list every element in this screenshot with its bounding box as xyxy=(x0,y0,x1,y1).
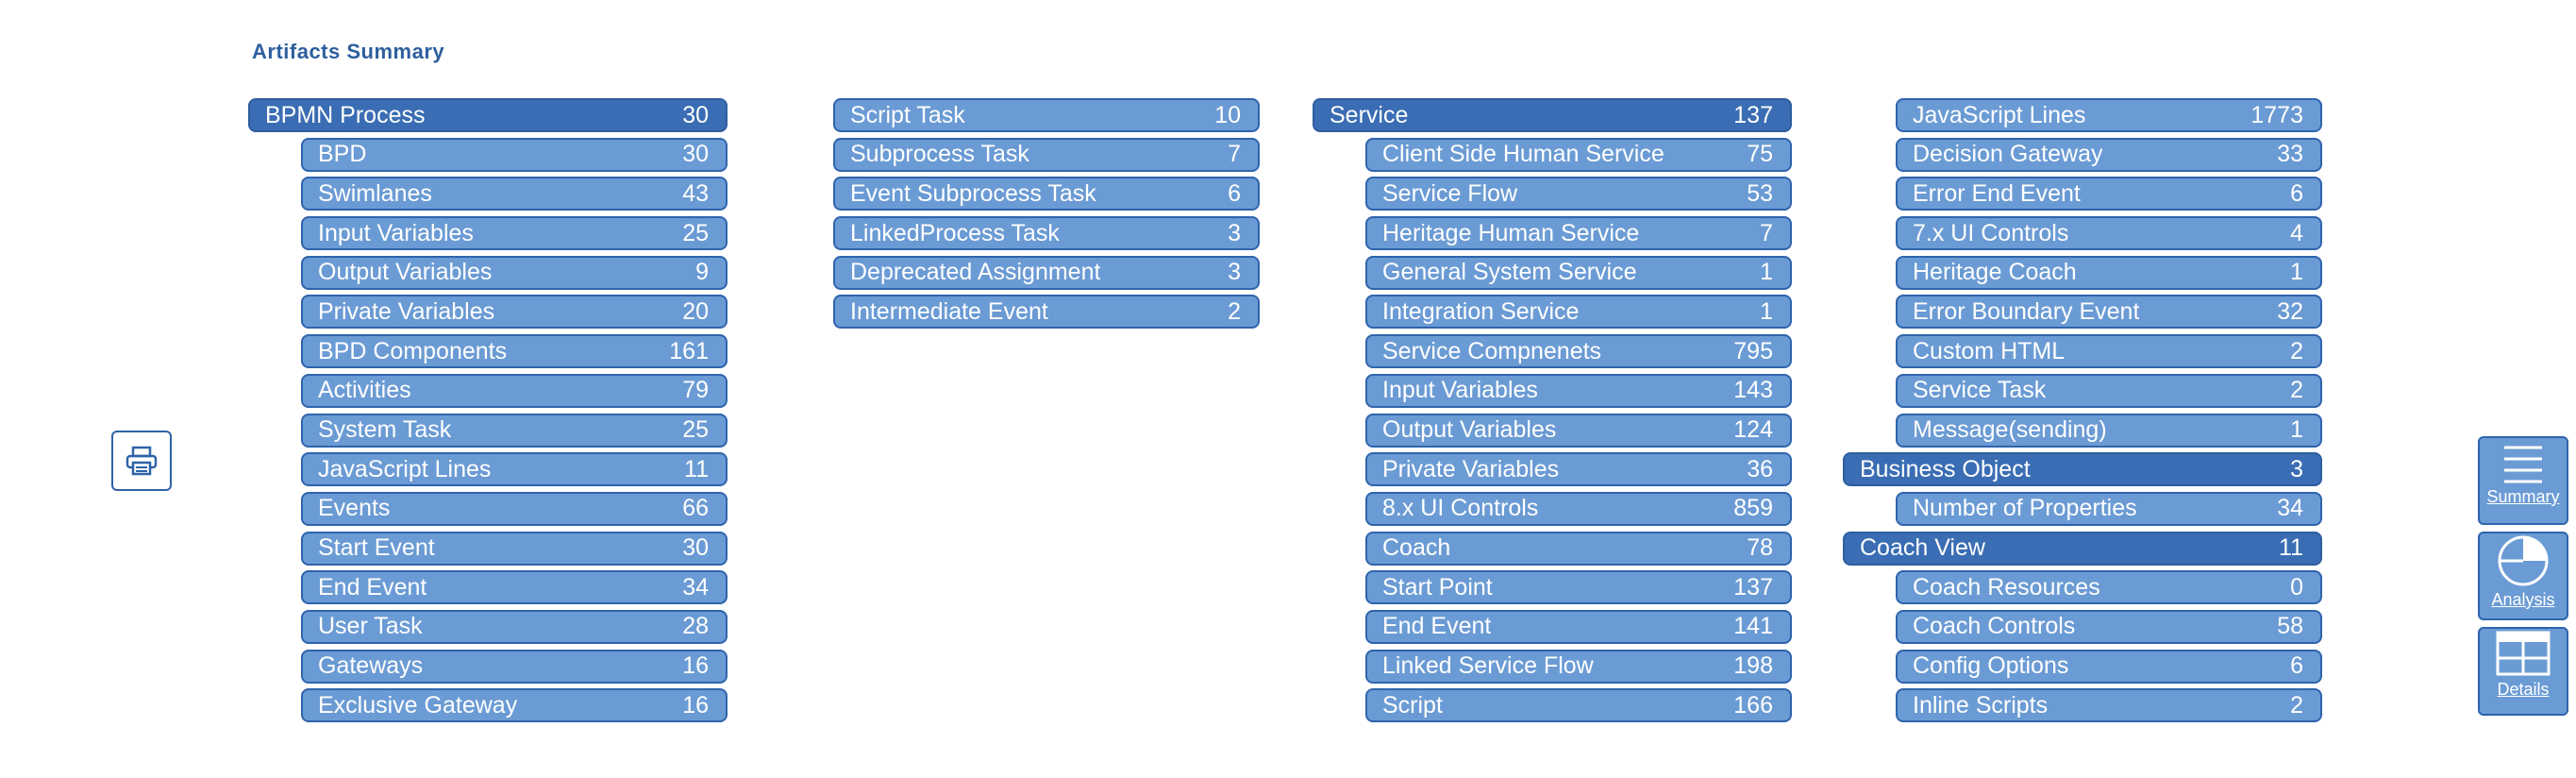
metric-row-intermediate-event[interactable] xyxy=(833,295,1260,329)
metric-value: 198 xyxy=(1733,652,1773,680)
metric-label: Events xyxy=(318,495,391,522)
metric-value: 33 xyxy=(2277,141,2303,168)
metric-row-javascript-lines[interactable] xyxy=(301,452,728,486)
metric-row-inline-scripts[interactable] xyxy=(1896,688,2322,722)
metric-row-number-of-properties[interactable] xyxy=(1896,492,2322,526)
metric-row-start-event[interactable] xyxy=(301,532,728,566)
metric-value: 25 xyxy=(682,416,709,443)
metric-label: Config Options xyxy=(1913,652,2069,680)
metric-value: 795 xyxy=(1733,337,1773,364)
metric-row-heritage-human-service[interactable] xyxy=(1365,216,1792,250)
metric-row-heritage-coach[interactable] xyxy=(1896,256,2322,290)
metric-label: Inline Scripts xyxy=(1913,691,2049,719)
category-row-business-object[interactable] xyxy=(1843,452,2322,486)
metric-value: 3 xyxy=(2290,455,2303,482)
page-title: Artifacts Summary xyxy=(252,40,445,63)
metric-row-coach-resources[interactable] xyxy=(1896,570,2322,604)
metric-label: Service Compnenets xyxy=(1382,337,1602,364)
metric-row-error-end-event[interactable] xyxy=(1896,177,2322,211)
metric-value: 32 xyxy=(2277,297,2303,325)
metric-label: Output Variables xyxy=(318,259,493,286)
metric-value: 143 xyxy=(1733,377,1773,404)
metric-value: 30 xyxy=(682,101,709,128)
metric-label: Start Point xyxy=(1382,573,1493,600)
metric-label: Coach View xyxy=(1860,534,1985,562)
metric-value: 30 xyxy=(682,141,709,168)
metric-value: 7 xyxy=(1228,141,1241,168)
metric-row-subprocess-task[interactable] xyxy=(833,138,1260,172)
metric-value: 58 xyxy=(2277,613,2303,640)
metric-value: 34 xyxy=(682,573,709,600)
metric-row-client-side-human-service[interactable] xyxy=(1365,138,1792,172)
metric-row-bpd-components[interactable] xyxy=(301,334,728,368)
metric-value: 4 xyxy=(2290,219,2303,246)
analysis-nav-label: Analysis xyxy=(2491,590,2555,609)
metric-label: Script Task xyxy=(850,101,965,128)
metric-label: Service xyxy=(1330,101,1409,128)
metric-label: Start Event xyxy=(318,534,435,562)
metric-row-user-task[interactable] xyxy=(301,610,728,644)
summary-column-4 xyxy=(1843,98,2322,728)
metric-label: Input Variables xyxy=(318,219,474,246)
analysis-nav-button[interactable] xyxy=(2478,532,2568,620)
metric-row-script-task[interactable] xyxy=(833,98,1260,132)
metric-label: LinkedProcess Task xyxy=(850,219,1060,246)
metric-row-gateways[interactable] xyxy=(301,650,728,684)
metric-value: 6 xyxy=(2290,179,2303,207)
metric-value: 34 xyxy=(2277,495,2303,522)
metric-value: 16 xyxy=(682,652,709,680)
metric-row-input-variables[interactable] xyxy=(1365,374,1792,408)
metric-value: 10 xyxy=(1214,101,1241,128)
metric-value: 43 xyxy=(682,179,709,207)
metric-label: BPD xyxy=(318,141,367,168)
metric-label: End Event xyxy=(1382,613,1492,640)
metric-label: Intermediate Event xyxy=(850,297,1048,325)
metric-value: 166 xyxy=(1733,691,1773,719)
metric-label: Coach Resources xyxy=(1913,573,2100,600)
category-row-bpmn-process[interactable] xyxy=(248,98,728,132)
metric-value: 30 xyxy=(682,534,709,562)
metric-row-events[interactable] xyxy=(301,492,728,526)
print-button[interactable] xyxy=(111,431,172,491)
metric-value: 161 xyxy=(669,337,709,364)
metric-label: BPMN Process xyxy=(265,101,426,128)
summary-column-3 xyxy=(1313,98,1792,728)
metric-row-swimlanes[interactable] xyxy=(301,177,728,211)
metric-label: Heritage Coach xyxy=(1913,259,2077,286)
metric-label: Swimlanes xyxy=(318,179,432,207)
metric-row-event-subprocess-task[interactable] xyxy=(833,177,1260,211)
metric-row-custom-html[interactable] xyxy=(1896,334,2322,368)
metric-label: Integration Service xyxy=(1382,297,1580,325)
metric-label: Gateways xyxy=(318,652,424,680)
metric-row-javascript-lines[interactable] xyxy=(1896,98,2322,132)
metric-label: Private Variables xyxy=(318,297,495,325)
metric-row-system-task[interactable] xyxy=(301,414,728,448)
metric-row-linkedprocess-task[interactable] xyxy=(833,216,1260,250)
metric-value: 53 xyxy=(1747,179,1773,207)
metric-label: Exclusive Gateway xyxy=(318,691,518,719)
metric-value: 141 xyxy=(1733,613,1773,640)
printer-icon xyxy=(125,446,158,476)
metric-row-8-x-ui-controls[interactable] xyxy=(1365,492,1792,526)
metric-value: 3 xyxy=(1228,259,1241,286)
metric-value: 20 xyxy=(682,297,709,325)
metric-label: Heritage Human Service xyxy=(1382,219,1640,246)
metric-value: 1 xyxy=(1760,259,1773,286)
metric-label: Service Task xyxy=(1913,377,2047,404)
metric-row-service-flow[interactable] xyxy=(1365,177,1792,211)
metric-value: 11 xyxy=(684,455,709,482)
metric-label: Coach Controls xyxy=(1913,613,2076,640)
metric-row-private-variables[interactable] xyxy=(1365,452,1792,486)
metric-value: 2 xyxy=(1228,297,1241,325)
metric-label: Deprecated Assignment xyxy=(850,259,1101,286)
metric-label: Activities xyxy=(318,377,411,404)
metric-value: 124 xyxy=(1733,416,1773,443)
metric-row-service-task[interactable] xyxy=(1896,374,2322,408)
summary-column-2 xyxy=(833,98,1260,334)
metric-value: 859 xyxy=(1733,495,1773,522)
metric-row-message-sending[interactable] xyxy=(1896,414,2322,448)
metric-value: 11 xyxy=(2279,534,2303,562)
metric-value: 75 xyxy=(1747,141,1773,168)
metric-value: 16 xyxy=(682,691,709,719)
metric-value: 3 xyxy=(1228,219,1241,246)
metric-value: 66 xyxy=(682,495,709,522)
metric-row-coach[interactable] xyxy=(1365,532,1792,566)
metric-row-linked-service-flow[interactable] xyxy=(1365,650,1792,684)
metric-value: 137 xyxy=(1733,101,1773,128)
metric-label: Event Subprocess Task xyxy=(850,179,1096,207)
metric-label: JavaScript Lines xyxy=(318,455,492,482)
metric-label: Client Side Human Service xyxy=(1382,141,1664,168)
metric-label: BPD Components xyxy=(318,337,508,364)
metric-value: 1 xyxy=(2290,416,2303,443)
metric-row-bpd[interactable] xyxy=(301,138,728,172)
metric-value: 9 xyxy=(695,259,709,286)
metric-label: User Task xyxy=(318,613,423,640)
metric-row-config-options[interactable] xyxy=(1896,650,2322,684)
metric-row-script[interactable] xyxy=(1365,688,1792,722)
details-nav-button[interactable] xyxy=(2478,627,2568,716)
category-row-coach-view[interactable] xyxy=(1843,532,2322,566)
metric-label: Output Variables xyxy=(1382,416,1557,443)
metric-row-end-event[interactable] xyxy=(301,570,728,604)
metric-row-integration-service[interactable] xyxy=(1365,295,1792,329)
metric-label: 8.x UI Controls xyxy=(1382,495,1539,522)
metric-row-activities[interactable] xyxy=(301,374,728,408)
metric-label: Input Variables xyxy=(1382,377,1538,404)
metric-value: 2 xyxy=(2290,691,2303,719)
metric-row-exclusive-gateway[interactable] xyxy=(301,688,728,722)
metric-row-decision-gateway[interactable] xyxy=(1896,138,2322,172)
metric-row-deprecated-assignment[interactable] xyxy=(833,256,1260,290)
menu-lines-icon xyxy=(2500,438,2547,485)
metric-label: Business Object xyxy=(1860,455,2031,482)
metric-label: Decision Gateway xyxy=(1913,141,2103,168)
metric-row-end-event[interactable] xyxy=(1365,610,1792,644)
pie-chart-icon xyxy=(2496,533,2551,588)
metric-row-coach-controls[interactable] xyxy=(1896,610,2322,644)
metric-label: Message(sending) xyxy=(1913,416,2107,443)
metric-label: Error Boundary Event xyxy=(1913,297,2140,325)
metric-value: 2 xyxy=(2290,377,2303,404)
metric-value: 79 xyxy=(682,377,709,404)
metric-row-general-system-service[interactable] xyxy=(1365,256,1792,290)
summary-nav-button[interactable] xyxy=(2478,436,2568,525)
metric-label: Service Flow xyxy=(1382,179,1518,207)
metric-label: Private Variables xyxy=(1382,455,1560,482)
metric-label: Error End Event xyxy=(1913,179,2081,207)
metric-row-7-x-ui-controls[interactable] xyxy=(1896,216,2322,250)
metric-value: 25 xyxy=(682,219,709,246)
metric-label: System Task xyxy=(318,416,452,443)
metric-value: 28 xyxy=(682,613,709,640)
metric-label: Linked Service Flow xyxy=(1382,652,1594,680)
metric-label: General System Service xyxy=(1382,259,1637,286)
metric-label: Number of Properties xyxy=(1913,495,2137,522)
metric-row-output-variables[interactable] xyxy=(1365,414,1792,448)
metric-row-private-variables[interactable] xyxy=(301,295,728,329)
metric-value: 36 xyxy=(1747,455,1773,482)
summary-nav-label: Summary xyxy=(2486,487,2560,506)
metric-value: 6 xyxy=(1228,179,1241,207)
table-icon xyxy=(2495,629,2551,678)
category-row-service[interactable] xyxy=(1313,98,1792,132)
metric-value: 1773 xyxy=(2250,101,2303,128)
metric-row-output-variables[interactable] xyxy=(301,256,728,290)
metric-value: 2 xyxy=(2290,337,2303,364)
metric-value: 1 xyxy=(1760,297,1773,325)
metric-value: 0 xyxy=(2290,573,2303,600)
metric-label: End Event xyxy=(318,573,427,600)
metric-label: Subprocess Task xyxy=(850,141,1029,168)
metric-label: Coach xyxy=(1382,534,1451,562)
metric-label: Script xyxy=(1382,691,1443,719)
metric-label: JavaScript Lines xyxy=(1913,101,2086,128)
summary-column-1 xyxy=(248,98,728,728)
metric-row-error-boundary-event[interactable] xyxy=(1896,295,2322,329)
details-nav-label: Details xyxy=(2497,680,2550,699)
metric-row-input-variables[interactable] xyxy=(301,216,728,250)
metric-value: 1 xyxy=(2290,259,2303,286)
metric-row-service-compnenets[interactable] xyxy=(1365,334,1792,368)
metric-value: 7 xyxy=(1760,219,1773,246)
metric-value: 6 xyxy=(2290,652,2303,680)
metric-value: 137 xyxy=(1733,573,1773,600)
metric-value: 78 xyxy=(1747,534,1773,562)
metric-label: Custom HTML xyxy=(1913,337,2066,364)
metric-label: 7.x UI Controls xyxy=(1913,219,2069,246)
metric-row-start-point[interactable] xyxy=(1365,570,1792,604)
